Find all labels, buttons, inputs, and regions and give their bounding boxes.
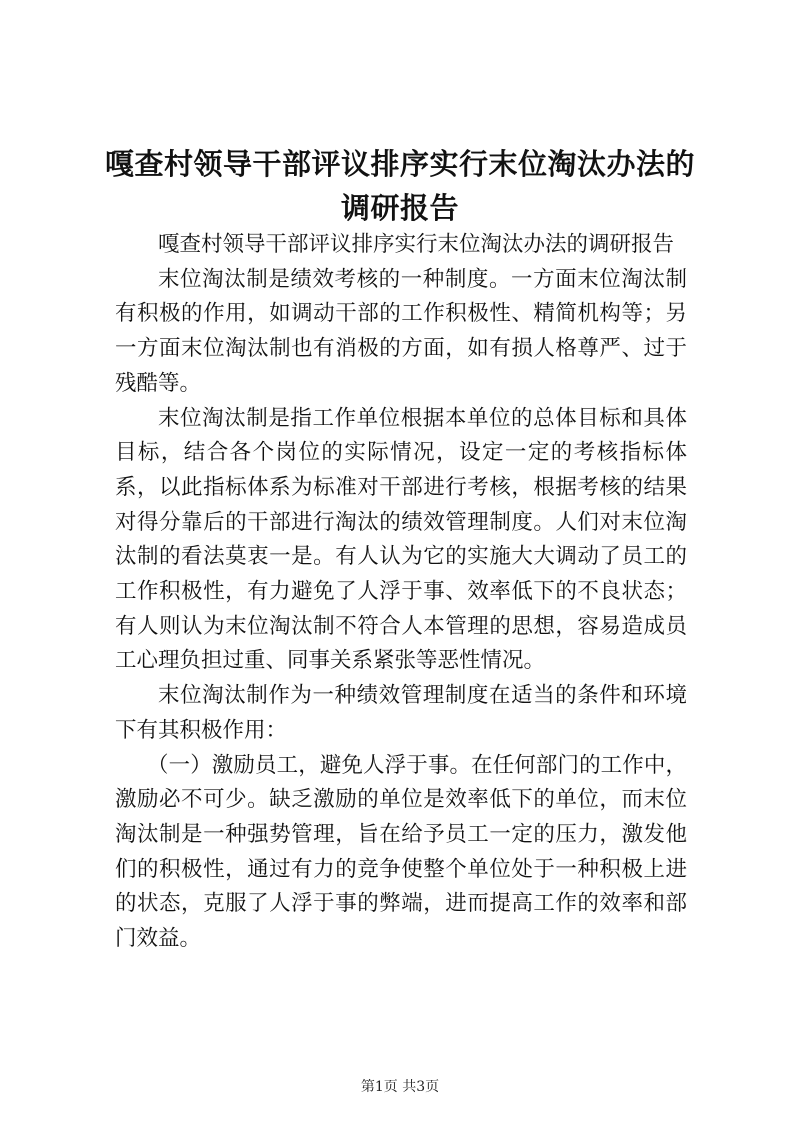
subtitle-paragraph: 嘎查村领导干部评议排序实行末位淘汰办法的调研报告 — [158, 232, 675, 257]
title-line-1: 嘎查村领导干部评议排序实行末位淘汰办法的 — [104, 147, 695, 181]
document-title — [100, 142, 700, 230]
paragraph-1: 末位淘汰制是绩效考核的一种制度。一方面末位淘汰制有积极的作用，如调动干部的工作积极性、精简机构等；另一方面末位淘汰制也有消极的方面，如有损人格尊严、过于残酷等。 — [115, 266, 687, 396]
page-footer: 第1页 共3页 — [360, 1079, 440, 1095]
paragraph-4: （一）激励员工，避免人浮于事。在任何部门的工作中，激励必不可少。缺乏激励的单位是效率低下的单位，而末位淘汰制是一种强势管理，旨在给予员工一定的压力，激发他们的积极性，通过有力的竞争使整个单位处于一种积极上进的状态，克服了人浮于事的弊端，进而提高工作的效率和部门效益。 — [115, 752, 687, 952]
paragraph-3: 末位淘汰制作为一种绩效管理制度在适当的条件和环境下有其积极作用： — [115, 683, 687, 743]
paragraph-2: 末位淘汰制是指工作单位根据本单位的总体目标和具体目标，结合各个岗位的实际情况，设定一定的考核指标体系，以此指标体系为标准对干部进行考核，根据考核的结果对得分靠后的干部进行淘汰的绩效管理制度。人们对末位淘汰制的看法莫衷一是。有人认为它的实施大大调动了员工的工作积极性，有力避免了人浮于事、效率低下的不良状态；有人则认为末位淘汰制不符合人本管理的思想，容易造成员工心理负担过重、同事关系紧张等恶性情况。 — [115, 405, 687, 674]
title-line-2: 调研报告 — [340, 191, 459, 225]
document-body — [115, 228, 687, 957]
